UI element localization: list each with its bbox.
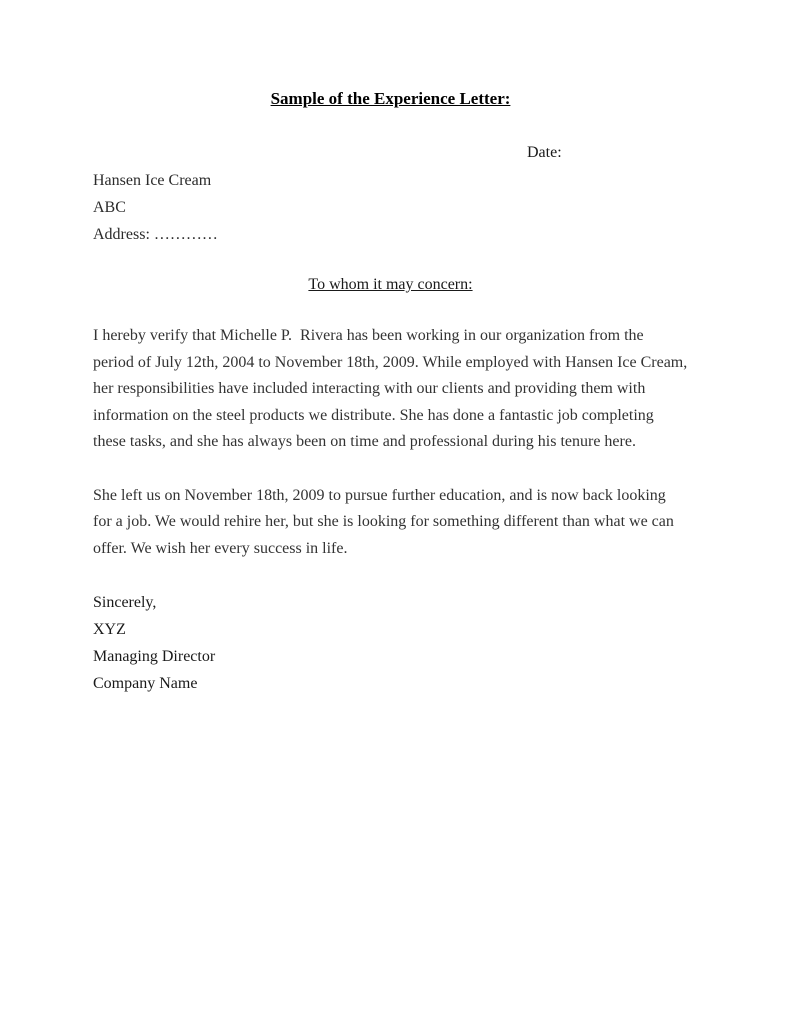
signature-company: Company Name	[93, 675, 198, 692]
body-paragraph-2: She left us on November 18th, 2009 to pursue further education, and is now back looking for a job. We would rehire her, but she is looking for something different than what we can offer. We wish her every success in life.	[93, 486, 678, 557]
sender-company: Hansen Ice Cream	[93, 172, 212, 189]
date-label: Date:	[527, 144, 562, 161]
sender-address: Address: …………	[93, 226, 218, 243]
body-paragraph-1: I hereby verify that Michelle P. Rivera has been working in our organization from the period of July 12th, 2004 to November 18th, 2009. While employed with Hansen Ice Cream, her responsibilities have included interacting with our clients and providing them with information on the steel products we distribute. She has done a fantastic job completing these tasks, and she has always been on time and professional during his tenure here.	[93, 327, 692, 450]
letter-title: Sample of the Experience Letter:	[270, 89, 511, 108]
salutation: To whom it may concern:	[308, 276, 473, 293]
sender-line2: ABC	[93, 199, 126, 216]
sender-block	[93, 167, 688, 248]
signature-title: Managing Director	[93, 648, 216, 665]
valediction: Sincerely,	[93, 594, 157, 611]
signature-name: XYZ	[93, 621, 126, 638]
closing-block	[93, 589, 688, 697]
